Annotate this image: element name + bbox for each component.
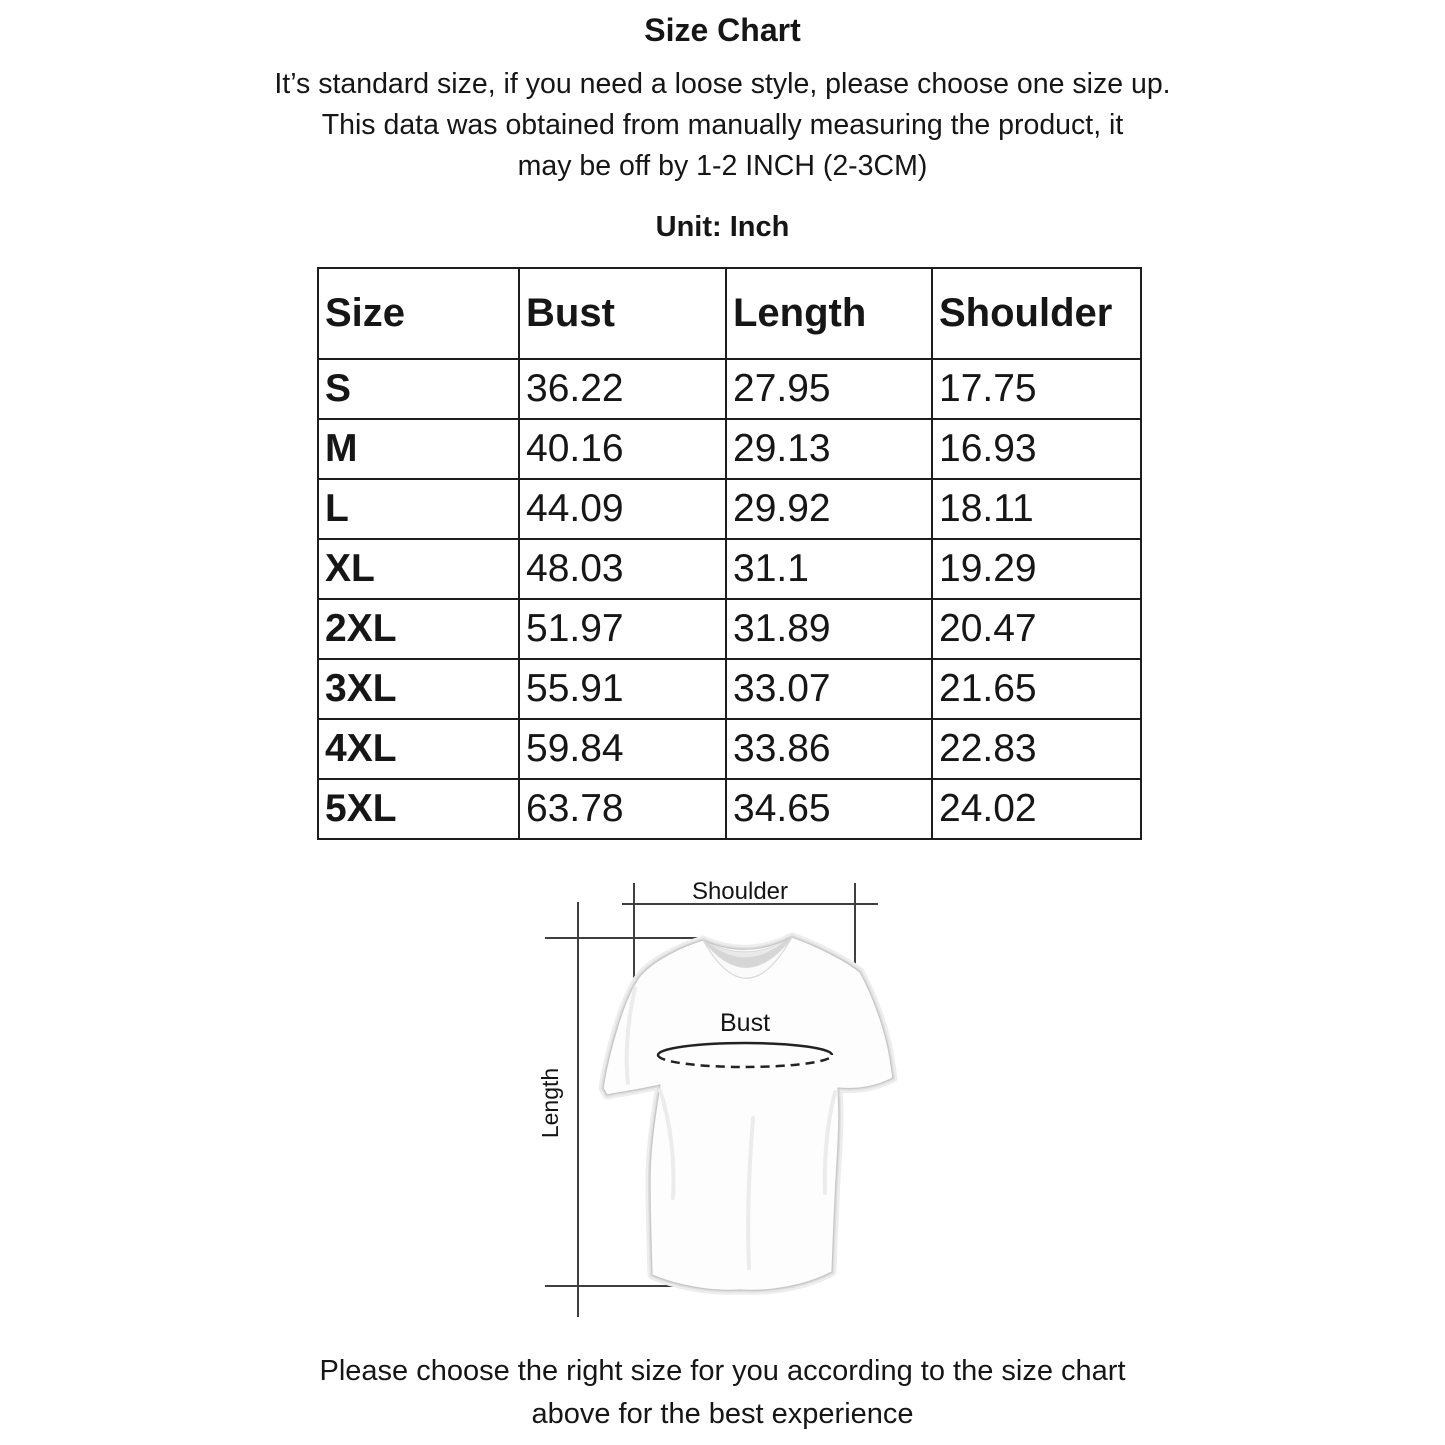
column-header-bust: Bust [519, 268, 726, 359]
table-row [318, 659, 1141, 719]
cell-shoulder: 20.47 [932, 599, 1141, 659]
cell-bust: 44.09 [519, 479, 726, 539]
cell-size: L [318, 479, 519, 539]
unit-label: Unit: Inch [655, 211, 790, 243]
cell-size: XL [318, 539, 519, 599]
page-title: Size Chart [644, 12, 801, 48]
description-line: may be off by 1-2 INCH (2-3CM) [517, 150, 928, 182]
cell-bust: 48.03 [519, 539, 726, 599]
table-row [318, 539, 1141, 599]
cell-bust: 36.22 [519, 359, 726, 419]
cell-shoulder: 17.75 [932, 359, 1141, 419]
column-header-length: Length [726, 268, 932, 359]
cell-size: 4XL [318, 719, 519, 779]
cell-shoulder: 22.83 [932, 719, 1141, 779]
table-row [318, 779, 1141, 839]
cell-length: 27.95 [726, 359, 932, 419]
cell-bust: 63.78 [519, 779, 726, 839]
cell-size: 3XL [318, 659, 519, 719]
description-line: This data was obtained from manually measuring the product, it [321, 109, 1124, 141]
cell-length: 34.65 [726, 779, 932, 839]
cell-size: 5XL [318, 779, 519, 839]
cell-shoulder: 24.02 [932, 779, 1141, 839]
cell-bust: 40.16 [519, 419, 726, 479]
description [0, 64, 1445, 187]
column-header-size: Size [318, 268, 519, 359]
footer-note [0, 1350, 1445, 1436]
table-row [318, 359, 1141, 419]
cell-shoulder: 18.11 [932, 479, 1141, 539]
cell-bust: 55.91 [519, 659, 726, 719]
cell-shoulder: 21.65 [932, 659, 1141, 719]
cell-size: M [318, 419, 519, 479]
cell-bust: 59.84 [519, 719, 726, 779]
footer-line: above for the best experience [531, 1398, 914, 1430]
cell-shoulder: 16.93 [932, 419, 1141, 479]
cell-bust: 51.97 [519, 599, 726, 659]
column-header-shoulder: Shoulder [932, 268, 1141, 359]
cell-length: 29.92 [726, 479, 932, 539]
size-table [317, 267, 1142, 840]
shoulder-label: Shoulder [691, 878, 789, 905]
table-row [318, 719, 1141, 779]
tshirt-measurement-diagram [535, 868, 995, 1333]
table-header-row [318, 268, 1141, 359]
cell-length: 33.86 [726, 719, 932, 779]
cell-length: 31.89 [726, 599, 932, 659]
table-row [318, 599, 1141, 659]
length-label: Length [537, 1067, 563, 1139]
footer-line: Please choose the right size for you according to the size chart [319, 1355, 1126, 1387]
tshirt-graphic [603, 937, 893, 1290]
description-line: It’s standard size, if you need a loose style, please choose one size up. [274, 68, 1171, 100]
cell-shoulder: 19.29 [932, 539, 1141, 599]
cell-length: 31.1 [726, 539, 932, 599]
cell-size: S [318, 359, 519, 419]
table-row [318, 479, 1141, 539]
cell-length: 29.13 [726, 419, 932, 479]
cell-size: 2XL [318, 599, 519, 659]
cell-length: 33.07 [726, 659, 932, 719]
bust-label: Bust [719, 1009, 771, 1037]
table-row [318, 419, 1141, 479]
